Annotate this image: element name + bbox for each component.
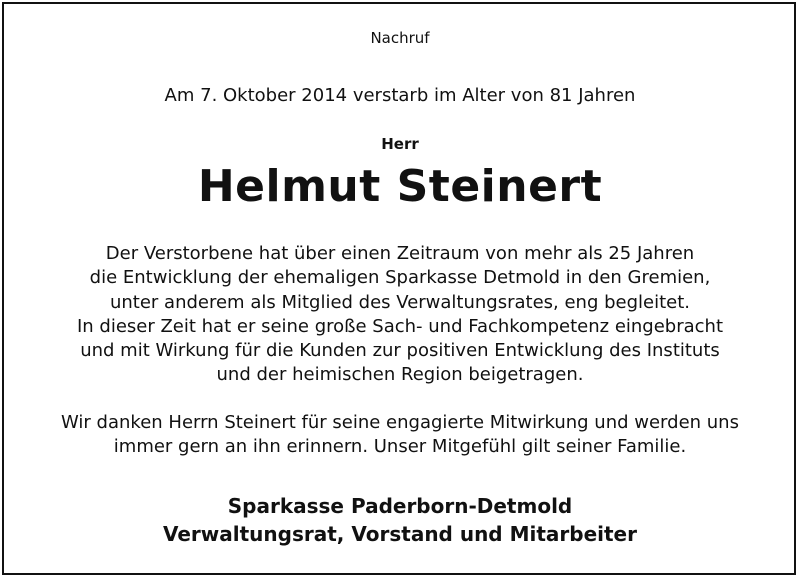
death-announcement: Am 7. Oktober 2014 verstarb im Alter von 81 Jahren: [164, 85, 636, 106]
tribute-line: und der heimischen Region beigetragen.: [216, 364, 584, 386]
salutation: Herr: [381, 135, 419, 153]
thanks-line: immer gern an ihn erinnern. Unser Mitgefühl gilt seiner Familie.: [113, 436, 687, 458]
thanks-line: Wir danken Herrn Steinert für seine engagierte Mitwirkung und werden uns: [61, 412, 739, 433]
tribute-line: In dieser Zeit hat er seine große Sach- und Fachkompetenz eingebracht: [76, 315, 724, 337]
signature-bodies: Verwaltungsrat, Vorstand und Mitarbeiter: [162, 522, 637, 546]
signature-block: [0, 492, 800, 548]
tribute-line: unter anderem als Mitglied des Verwaltungsrates, eng begleitet.: [109, 291, 691, 313]
tribute-line: und mit Wirkung für die Kunden zur positiven Entwicklung des Instituts: [80, 340, 720, 362]
thanks-paragraph: [0, 411, 800, 460]
notice-heading: Nachruf: [370, 29, 430, 47]
tribute-line: Der Verstorbene hat über einen Zeitraum von mehr als 25 Jahren: [105, 243, 695, 264]
signature-organization: Sparkasse Paderborn-Detmold: [227, 494, 573, 518]
tribute-line: die Entwicklung der ehemaligen Sparkasse Detmold in den Gremien,: [89, 267, 711, 289]
deceased-name: Helmut Steinert: [197, 161, 603, 212]
tribute-paragraph: [0, 242, 800, 388]
